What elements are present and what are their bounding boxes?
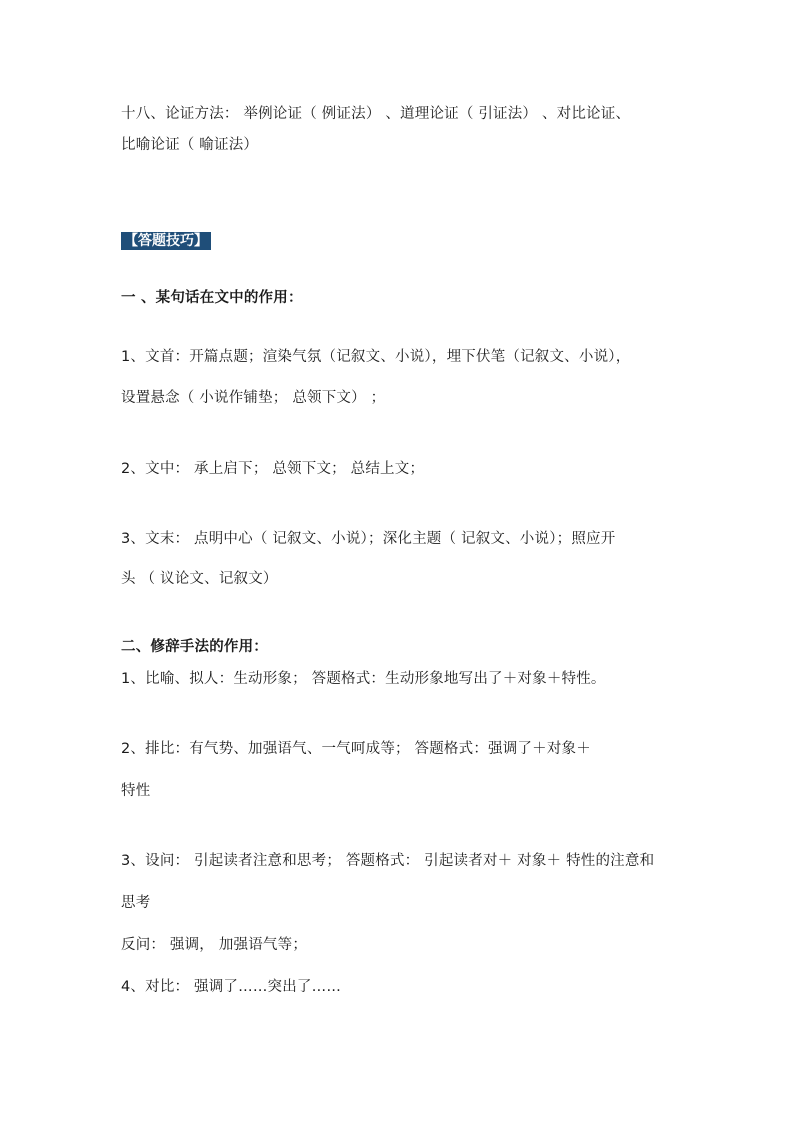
argument-methods-line-1: 十八、论证方法： 举例论证（ 例证法） 、道理论证（ 引证法） 、对比论证、 — [121, 106, 631, 122]
section-1-item-2: 2、文中： 承上启下； 总领下文； 总结上文； — [121, 461, 425, 477]
section-2-item-2-line-1: 2、排比：有气势、加强语气、一气呵成等； 答题格式：强调了＋对象＋ — [121, 741, 591, 757]
section-2-heading: 二、修辞手法的作用： — [121, 639, 268, 655]
section-1-item-1-line-1: 1、文首：开篇点题；渲染气氛（记叙文、小说），埋下伏笔（记叙文、小说）， — [121, 349, 631, 365]
section-2-item-3-line-3: 反问： 强调， 加强语气等； — [121, 937, 308, 953]
answer-tips-tag: 【答题技巧】 — [121, 232, 211, 250]
section-1-heading: 一 、某句话在文中的作用： — [121, 290, 303, 306]
section-1-item-3-line-2: 头 （ 议论文、记叙文） — [121, 571, 278, 587]
argument-methods-line-2: 比喻论证（ 喻证法） — [121, 137, 259, 153]
section-2-item-2-line-2: 特性 — [121, 783, 151, 799]
section-2-item-3-line-2: 思考 — [121, 895, 151, 911]
section-1-item-1-line-2: 设置悬念（ 小说作铺垫； 总领下文） ； — [121, 390, 386, 406]
section-2-item-4: 4、对比： 强调了……突出了…… — [121, 979, 342, 995]
section-2-item-1: 1、比喻、拟人：生动形象； 答题格式：生动形象地写出了＋对象＋特性。 — [121, 671, 606, 687]
section-1-item-3-line-1: 3、文末： 点明中心（ 记叙文、小说）；深化主题（ 记叙文、小说）；照应开 — [121, 531, 616, 547]
section-2-item-3-line-1: 3、设问： 引起读者注意和思考； 答题格式： 引起读者对＋ 对象＋ 特性的注意和 — [121, 853, 655, 869]
